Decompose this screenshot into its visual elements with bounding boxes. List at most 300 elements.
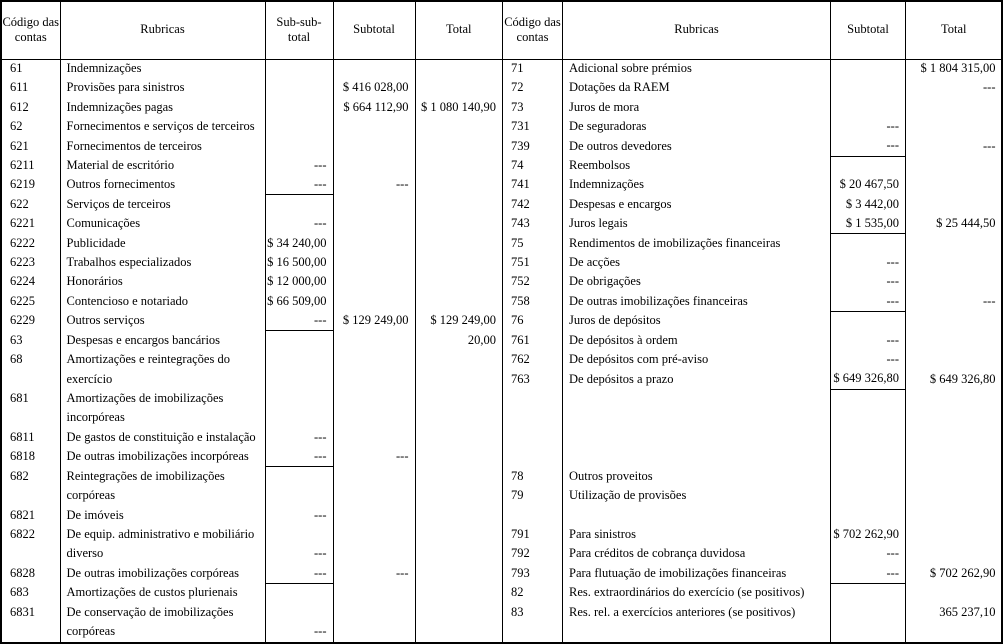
subtotal-cell: --- [831,350,906,369]
code-cell: 622 [10,196,29,211]
subtotal-cell [831,506,906,525]
table-row [2,622,502,642]
code-cell: 743 [503,214,563,233]
subtotal-cell [333,156,415,175]
subsub-cell [265,350,333,369]
table-row [2,603,502,622]
total-cell [415,428,502,447]
code-cell: 73 [503,98,563,117]
total-cell: --- [906,292,1002,311]
subtotal-cell [333,331,415,350]
table-row [2,506,502,525]
table-row [2,428,502,447]
total-cell [906,583,1002,602]
total-cell [906,506,1002,525]
code-cell: 6822 [10,526,35,541]
table-row [2,292,502,311]
rubrica-cell: De outras imobilizações financeiras [563,292,831,311]
total-cell: $ 129 249,00 [415,311,502,330]
subtotal-cell [333,428,415,447]
rubrica-cell: Amortizações e reintegrações do [60,350,265,369]
rubrica-cell: De depósitos a prazo [563,370,831,389]
subsub-cell: --- [265,311,333,330]
code-cell: 793 [503,564,563,583]
total-cell [906,98,1002,117]
code-cell: 6828 [10,565,35,580]
table-row [503,98,1002,117]
table-row [2,234,502,253]
expenses-table-body [2,59,502,642]
table-row [2,137,502,156]
subtotal-cell [831,486,906,505]
subtotal-cell: --- [831,253,906,272]
total-cell [906,156,1002,175]
subsub-cell [265,486,333,505]
code-cell [503,409,563,428]
code-cell: 78 [503,467,563,486]
subtotal-cell [333,603,415,622]
total-cell [906,428,1002,447]
rubrica-cell: Fornecimentos e serviços de terceiros [60,117,265,136]
subsub-cell [265,78,333,97]
total-cell [415,176,502,195]
table-row [2,59,502,78]
total-cell [906,331,1002,350]
table-row [503,506,1002,525]
code-cell: 63 [10,332,23,347]
subtotal-cell: $ 1 535,00 [831,214,906,233]
code-cell: 739 [503,137,563,156]
code-cell: 62 [10,119,23,134]
code-cell: 6222 [10,235,35,250]
total-cell [415,214,502,233]
table-row [503,603,1002,622]
subtotal-cell [333,117,415,136]
code-cell: 6225 [10,293,35,308]
table-row [2,467,502,486]
total-cell [906,350,1002,369]
col-header-total: Total [906,2,1002,59]
subtotal-cell: --- [831,564,906,583]
subtotal-cell [333,350,415,369]
col-header-total: Total [415,2,502,59]
subsub-cell [265,583,333,602]
rubrica-cell: incorpóreas [60,409,265,428]
subsub-cell [265,98,333,117]
table-row [503,389,1002,408]
rubrica-cell: Despesas e encargos bancários [60,331,265,350]
total-cell [906,253,1002,272]
subtotal-cell [333,583,415,602]
total-cell [906,545,1002,564]
subtotal-cell: --- [831,545,906,564]
rubrica-cell: Amortizações de imobilizações [60,389,265,408]
rubrica-cell: De acções [563,253,831,272]
subtotal-cell [333,486,415,505]
code-cell [503,447,563,466]
total-cell: 20,00 [415,331,502,350]
total-cell [415,447,502,466]
total-cell [415,137,502,156]
table-row [2,98,502,117]
subsub-cell: $ 34 240,00 [265,234,333,253]
subtotal-cell [831,467,906,486]
code-cell: 611 [10,80,29,95]
total-cell [415,506,502,525]
table-row [503,583,1002,602]
code-cell: 83 [503,603,563,622]
subsub-cell: $ 66 509,00 [265,292,333,311]
rubrica-cell: Juros de depósitos [563,311,831,330]
subtotal-cell [333,545,415,564]
subtotal-cell [831,98,906,117]
rubrica-cell [563,389,831,408]
total-cell [415,603,502,622]
code-cell: 75 [503,234,563,253]
total-cell: $ 1 804 315,00 [906,59,1002,78]
header-row [2,2,502,59]
table-row [2,583,502,602]
subtotal-cell [831,156,906,175]
subsub-cell: --- [265,428,333,447]
total-cell [415,273,502,292]
total-cell [415,409,502,428]
code-cell: 68 [10,352,23,367]
header-row [503,2,1002,59]
code-cell: 6229 [10,313,35,328]
subtotal-cell [333,370,415,389]
total-cell [906,467,1002,486]
table-row [2,117,502,136]
col-header-code: Código das contas [503,2,563,59]
table-row [2,389,502,408]
rubrica-cell: Outros fornecimentos [60,176,265,195]
total-cell [906,234,1002,253]
rubrica-cell: Juros de mora [563,98,831,117]
code-cell: 76 [503,311,563,330]
code-cell: 71 [503,59,563,78]
code-cell: 741 [503,176,563,195]
subtotal-cell: --- [831,137,906,156]
subtotal-cell: --- [333,447,415,466]
rubrica-cell [563,622,831,642]
table-row [2,78,502,97]
subtotal-cell [831,59,906,78]
total-cell: --- [906,78,1002,97]
total-cell [906,622,1002,642]
rubrica-cell: Utilização de provisões [563,486,831,505]
total-cell [906,525,1002,544]
rubrica-cell: Reintegrações de imobilizações [60,467,265,486]
table-row [2,525,502,544]
rubrica-cell: Outros proveitos [563,467,831,486]
code-cell: 762 [503,350,563,369]
rubrica-cell: Trabalhos especializados [60,253,265,272]
total-cell [415,370,502,389]
table-row [503,409,1002,428]
code-cell [503,389,563,408]
table-row [503,156,1002,175]
code-cell: 681 [10,391,29,405]
rubrica-cell: diverso [60,545,265,564]
table-row [2,176,502,195]
code-cell: 61 [10,61,23,76]
table-row [2,273,502,292]
rubrica-cell: Indemnizações [60,59,265,78]
total-cell [906,311,1002,330]
table-row [503,253,1002,272]
rubrica-cell: Fornecimentos de terceiros [60,137,265,156]
total-cell [415,234,502,253]
rubrica-cell: Para flutuação de imobilizações financeiras [563,564,831,583]
rubrica-cell: Indemnizações pagas [60,98,265,117]
table-row [503,195,1002,214]
table-row [503,545,1002,564]
rubrica-cell: Reembolsos [563,156,831,175]
subtotal-cell: --- [831,331,906,350]
table-row [503,525,1002,544]
code-cell: 6818 [10,449,35,464]
table-row [503,486,1002,505]
code-cell: 758 [503,292,563,311]
subtotal-cell: $ 129 249,00 [333,311,415,330]
total-cell [415,622,502,642]
subsub-cell [265,117,333,136]
subsub-cell [265,389,333,408]
code-cell: 742 [503,195,563,214]
subtotal-cell: --- [333,176,415,195]
total-cell [415,59,502,78]
subtotal-cell [333,273,415,292]
total-cell [415,292,502,311]
rubrica-cell: Juros legais [563,214,831,233]
subsub-cell [265,195,333,214]
total-cell [415,253,502,272]
rubrica-cell: Comunicações [60,214,265,233]
subsub-cell: --- [265,214,333,233]
rubrica-cell: De obrigações [563,273,831,292]
subtotal-cell [831,447,906,466]
table-row [503,292,1002,311]
subsub-cell [265,59,333,78]
total-cell [415,389,502,408]
table-row [503,137,1002,156]
rubrica-cell [563,447,831,466]
total-cell [415,525,502,544]
rubrica-cell: De outras imobilizações corpóreas [60,564,265,583]
total-cell [415,78,502,97]
code-cell: 621 [10,138,29,153]
total-cell [415,583,502,602]
subtotal-cell [831,428,906,447]
subtotal-cell [333,467,415,486]
subsub-cell [265,137,333,156]
subsub-cell: --- [265,156,333,175]
subtotal-cell: $ 664 112,90 [333,98,415,117]
table-row [503,311,1002,330]
subtotal-cell [831,409,906,428]
subtotal-cell: --- [831,273,906,292]
subtotal-cell: $ 3 442,00 [831,195,906,214]
table-row [503,350,1002,369]
table-row [503,176,1002,195]
total-cell [415,486,502,505]
code-cell: 6831 [10,604,35,619]
total-cell [415,117,502,136]
rubrica-cell: Publicidade [60,234,265,253]
code-cell: 6223 [10,255,35,270]
rubrica-cell [563,428,831,447]
code-cell [2,370,60,389]
table-row [503,273,1002,292]
table-row [2,545,502,564]
code-cell: 612 [10,99,29,114]
total-cell: $ 702 262,90 [906,564,1002,583]
expenses-table-header [2,2,502,59]
total-cell: $ 649 326,80 [906,370,1002,389]
rubrica-cell: exercício [60,370,265,389]
table-row [503,214,1002,233]
total-cell [906,195,1002,214]
code-cell [2,545,60,564]
subtotal-cell: --- [831,292,906,311]
table-row [503,234,1002,253]
code-cell: 6221 [10,216,35,231]
subtotal-cell [831,78,906,97]
code-cell: 6821 [10,507,35,522]
rubrica-cell: De gastos de constituição e instalação [60,428,265,447]
subtotal-cell [831,622,906,642]
subtotal-cell [333,525,415,544]
subtotal-cell [333,253,415,272]
total-cell: $ 1 080 140,90 [415,98,502,117]
rubrica-cell: Serviços de terceiros [60,195,265,214]
income-table-body [503,59,1002,642]
code-cell: 6219 [10,177,35,192]
table-row [503,467,1002,486]
col-header-subsubtotal: Sub-sub-total [265,2,333,59]
rubrica-cell: Adicional sobre prémios [563,59,831,78]
total-cell [415,467,502,486]
rubrica-cell: corpóreas [60,486,265,505]
code-cell [503,622,563,642]
col-header-subtotal: Subtotal [831,2,906,59]
table-row [2,350,502,369]
rubrica-cell: Indemnizações [563,176,831,195]
subsub-cell [265,525,333,544]
table-row [2,331,502,350]
subtotal-cell [333,234,415,253]
rubrica-cell: Provisões para sinistros [60,78,265,97]
rubrica-cell: Dotações da RAEM [563,78,831,97]
subsub-cell: --- [265,545,333,564]
table-row [503,370,1002,389]
subsub-cell: --- [265,506,333,525]
table-row [503,117,1002,136]
code-cell: 74 [503,156,563,175]
rubrica-cell: Contencioso e notariado [60,292,265,311]
rubrica-cell: Material de escritório [60,156,265,175]
col-header-code: Código das contas [2,2,60,59]
rubrica-cell: corpóreas [60,622,265,642]
code-cell: 79 [503,486,563,505]
subtotal-cell: $ 702 262,90 [831,525,906,544]
rubrica-cell [563,506,831,525]
total-cell [415,545,502,564]
code-cell: 72 [503,78,563,97]
table-row [2,564,502,583]
total-cell [906,486,1002,505]
subsub-cell: --- [265,447,333,466]
subsub-cell [265,331,333,350]
total-cell [906,117,1002,136]
total-cell [415,195,502,214]
table-row [503,428,1002,447]
col-header-rubricas: Rubricas [60,2,265,59]
rubrica-cell: Para créditos de cobrança duvidosa [563,545,831,564]
total-cell: 365 237,10 [906,603,1002,622]
subsub-cell: --- [265,176,333,195]
code-cell: 6211 [10,157,35,172]
total-cell [906,273,1002,292]
code-cell: 6811 [10,429,35,444]
code-cell [503,506,563,525]
total-cell [906,447,1002,466]
subsub-cell: --- [265,564,333,583]
table-row [503,331,1002,350]
subtotal-cell: $ 20 467,50 [831,176,906,195]
subsub-cell: $ 16 500,00 [265,253,333,272]
subtotal-cell: --- [831,117,906,136]
code-cell [2,622,60,642]
subsub-cell: $ 12 000,00 [265,273,333,292]
code-cell: 763 [503,370,563,389]
table-row [2,370,502,389]
subsub-cell: --- [265,622,333,642]
code-cell: 82 [503,583,563,602]
total-cell [906,389,1002,408]
total-cell [415,564,502,583]
rubrica-cell: De imóveis [60,506,265,525]
subtotal-cell [333,292,415,311]
subtotal-cell: $ 416 028,00 [333,78,415,97]
rubrica-cell: De outros devedores [563,137,831,156]
subtotal-cell [333,214,415,233]
code-cell [2,486,60,505]
total-cell: $ 25 444,50 [906,214,1002,233]
subtotal-cell [333,506,415,525]
subtotal-cell: --- [333,564,415,583]
rubrica-cell: De seguradoras [563,117,831,136]
rubrica-cell: Rendimentos de imobilizações financeiras [563,234,831,253]
subtotal-cell [831,603,906,622]
rubrica-cell: Honorários [60,273,265,292]
table-row [2,156,502,175]
rubrica-cell: De outras imobilizações incorpóreas [60,447,265,466]
total-cell [415,156,502,175]
expenses-table [2,2,502,642]
table-row [503,447,1002,466]
rubrica-cell: Despesas e encargos [563,195,831,214]
code-cell: 731 [503,117,563,136]
income-table [502,2,1002,642]
rubrica-cell: Amortizações de custos plurienais [60,583,265,602]
rubrica-cell: Res. extraordinários do exercício (se positivos) [563,583,831,602]
table-row [2,195,502,214]
table-row [503,622,1002,642]
table-row [503,59,1002,78]
subtotal-cell: $ 649 326,80 [831,370,906,389]
